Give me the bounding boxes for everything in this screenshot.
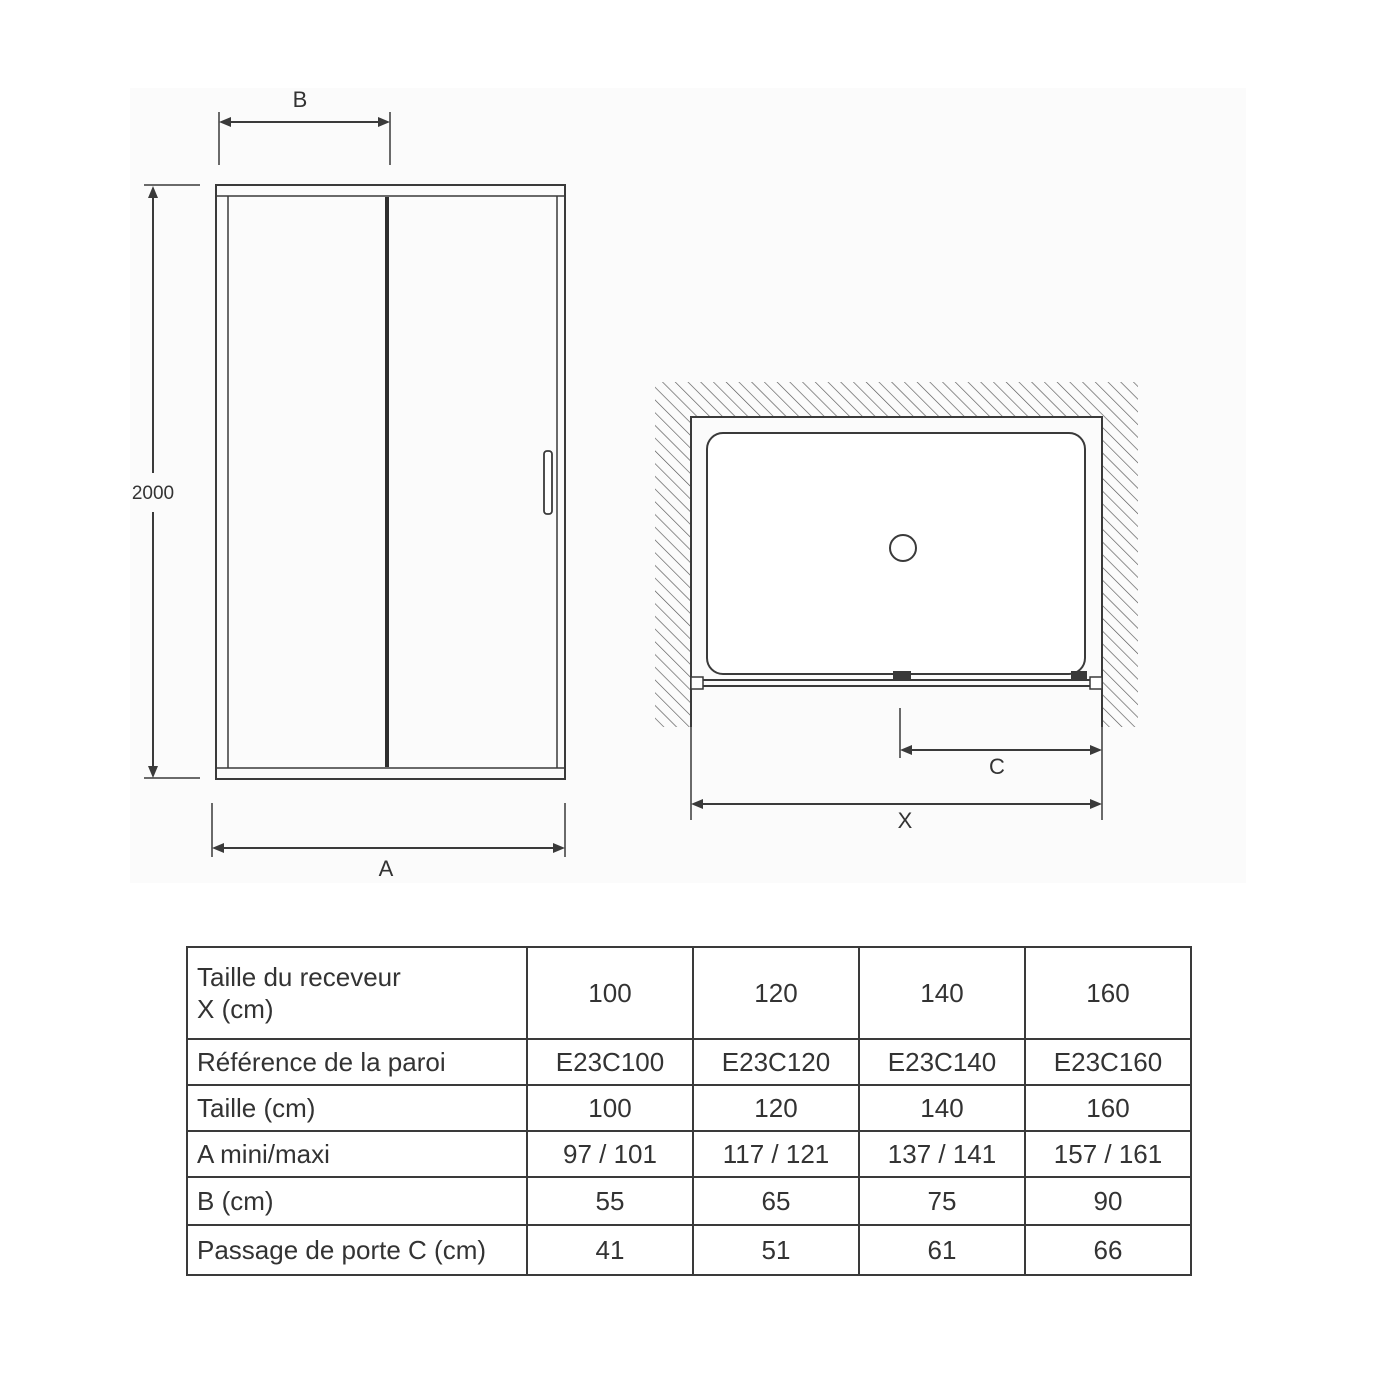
profile-right: [1090, 677, 1102, 689]
b-arrow-left: [219, 117, 231, 127]
table-cell: 120: [693, 1085, 859, 1131]
table-cell: 160: [1025, 947, 1191, 1039]
front-view: [132, 87, 565, 881]
b-arrow-right: [378, 117, 390, 127]
row-label: Taille (cm): [187, 1085, 527, 1131]
table-cell: 117 / 121: [693, 1131, 859, 1177]
handle-marker-left: [893, 671, 911, 681]
row-label: Passage de porte C (cm): [187, 1225, 527, 1275]
x-dimension-label: X: [897, 808, 913, 833]
height-arrow-bottom: [148, 766, 158, 778]
row-label: A mini/maxi: [187, 1131, 527, 1177]
table-cell: 160: [1025, 1085, 1191, 1131]
table-cell: E23C100: [527, 1039, 693, 1085]
table-cell: E23C160: [1025, 1039, 1191, 1085]
table-cell: 100: [527, 1085, 693, 1131]
table-cell: 137 / 141: [859, 1131, 1025, 1177]
table-cell: 65: [693, 1177, 859, 1225]
table-cell: 97 / 101: [527, 1131, 693, 1177]
front-frame: [216, 185, 565, 779]
table-cell: 157 / 161: [1025, 1131, 1191, 1177]
table-cell: 140: [859, 1085, 1025, 1131]
table-cell: 66: [1025, 1225, 1191, 1275]
c-dimension-label: C: [989, 754, 1005, 779]
table-cell: E23C120: [693, 1039, 859, 1085]
row-label: Référence de la paroi: [187, 1039, 527, 1085]
door-handle: [544, 451, 552, 514]
table-cell: 51: [693, 1225, 859, 1275]
table-cell: 90: [1025, 1177, 1191, 1225]
c-arrow-right: [1090, 745, 1102, 755]
handle-marker-right: [1071, 671, 1087, 681]
x-arrow-right: [1090, 799, 1102, 809]
c-arrow-left: [900, 745, 912, 755]
table-cell: 140: [859, 947, 1025, 1039]
table-cell: 100: [527, 947, 693, 1039]
x-arrow-left: [691, 799, 703, 809]
height-arrow-top: [148, 186, 158, 198]
table-row-reference: [187, 1039, 1191, 1085]
row-label: Taille du receveur X (cm): [187, 947, 527, 1039]
table-cell: 41: [527, 1225, 693, 1275]
table-cell: 75: [859, 1177, 1025, 1225]
table-row-tray-size: [187, 947, 1191, 1039]
a-dimension-label: A: [378, 856, 394, 881]
table-cell: 61: [859, 1225, 1025, 1275]
row-label: B (cm): [187, 1177, 527, 1225]
table-row-a-range: [187, 1131, 1191, 1177]
table-cell: 55: [527, 1177, 693, 1225]
table-cell: E23C140: [859, 1039, 1025, 1085]
profile-left: [691, 677, 703, 689]
drain-icon: [890, 535, 916, 561]
a-arrow-left: [212, 843, 224, 853]
table-row-size: [187, 1085, 1191, 1131]
table-row-b: [187, 1177, 1191, 1225]
b-dimension-label: B: [292, 87, 308, 112]
a-arrow-right: [553, 843, 565, 853]
height-dimension-label: 2000: [131, 483, 175, 504]
table-row-door-passage: [187, 1225, 1191, 1275]
panel-overlap: [385, 197, 389, 767]
top-view: [655, 382, 1138, 833]
dimensions-table: [186, 946, 1192, 1276]
table-cell: 120: [693, 947, 859, 1039]
